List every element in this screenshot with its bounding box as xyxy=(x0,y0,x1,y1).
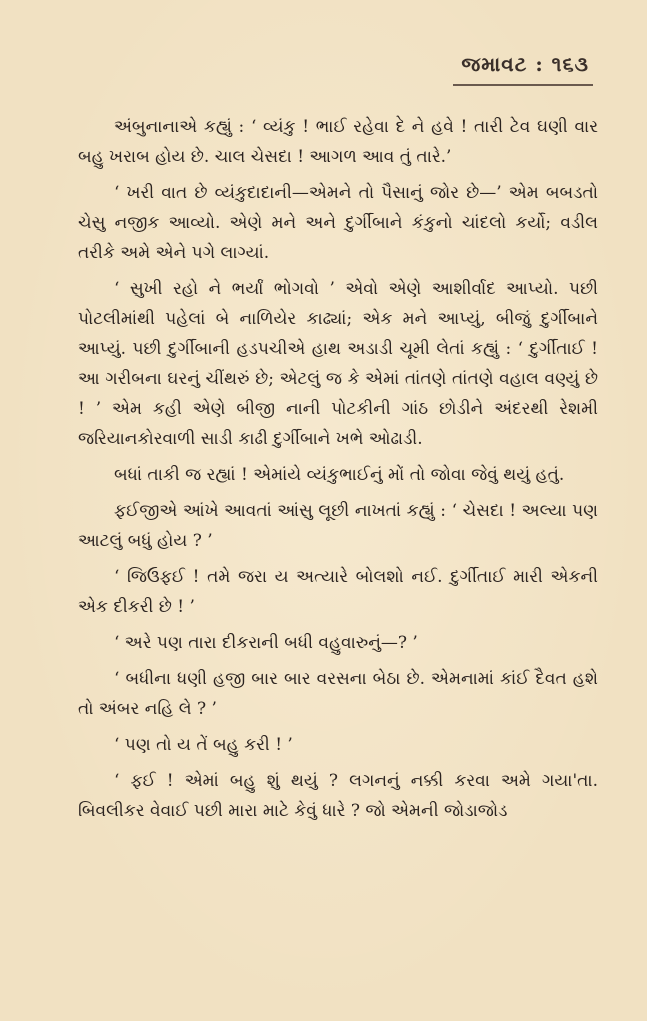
header-rule xyxy=(453,84,593,86)
paragraph: ‘ બધીના ધણી હજી બાર બાર વરસના બેઠા છે. એમનામાં કાંઈ દૈવત હશે તો અંબર નહિ લે ? ’ xyxy=(78,669,598,719)
paragraph: બધાં તાકી જ રહ્યાં ! એમાંયે વ્યંકુભાઈનું મોં તો જોવા જેવું થયું હતું. xyxy=(114,465,565,485)
paragraph: ફઈજીએ આંખે આવતાં આંસુ લૂછી નાખતાં કહ્યું : ‘ ચેસદા ! અલ્યા પણ આટલું બધું હોય ? ’ xyxy=(78,501,598,551)
paragraph: ‘ જિઉફઈ ! તમે જરા ય અત્યારે બોલશો નઈ. દુર્ગીતાઈ મારી એકની એક દીકરી છે ! ’ xyxy=(78,567,598,617)
running-head: જમાવટ : ૧૬૩ xyxy=(461,52,589,76)
paragraph: ‘ ખરી વાત છે વ્યંકુદાદાની—એમને તો પૈસાનું જોર છે—’ એમ બબડતો ચેસુ નજીક આવ્યો. એણે મને અને દુર્ગીબાને કંકુનો ચાંદલો કર્યો; વડીલ તરીકે અમે એને પગે લાગ્યાં. xyxy=(78,183,598,263)
paragraph: ‘ ફઈ ! એમાં બહુ શું થયું ? લગનનું નક્કી કરવા અમે ગયા'તા. બિવલીકર વેવાઈ પછી મારા માટે કેવું ધારે ? જો એમની જોડાજોડ xyxy=(78,771,598,821)
paragraph: અંબુનાનાએ કહ્યું : ‘ વ્યંકુ ! ભાઈ રહેવા દે ને હવે ! તારી ટેવ ઘણી વાર બહુ ખરાબ હોય છે. ચાલ ચેસદા ! આગળ આવ તું તારે.’ xyxy=(78,117,598,167)
paragraph: ‘ અરે પણ તારા દીકરાની બધી વહુવારુનું—? ’ xyxy=(114,633,418,653)
paragraph: ‘ પણ તો ય તેં બહુ કરી ! ’ xyxy=(114,735,293,755)
paragraph: ‘ સુખી રહો ને ભર્યાં ભોગવો ’ એવો એણે આશીર્વાદ આપ્યો. પછી પોટલીમાંથી પહેલાં બે નાળિયેર કાઢ્યાં; એક મને આપ્યું, બીજું દુર્ગીબાને આપ્યું. પછી દુર્ગીબાની હડપચીએ હાથ અડાડી ચૂમી લેતાં કહ્યું : ‘ દુર્ગીતાઈ ! આ ગરીબના ઘરનું ચીંથરું છે; એટલું જ કે એમાં તાંતણે તાંતણે વહાલ વણ્યું છે ! ’ એમ કહી એણે બીજી નાની પોટકીની ગાંઠ છોડીને અંદરથી રેશમી જરિયાનકોરવાળી સાડી કાઢી દુર્ગીબાને ખભે ઓઢાડી. xyxy=(78,279,598,449)
body-text xyxy=(78,112,598,832)
